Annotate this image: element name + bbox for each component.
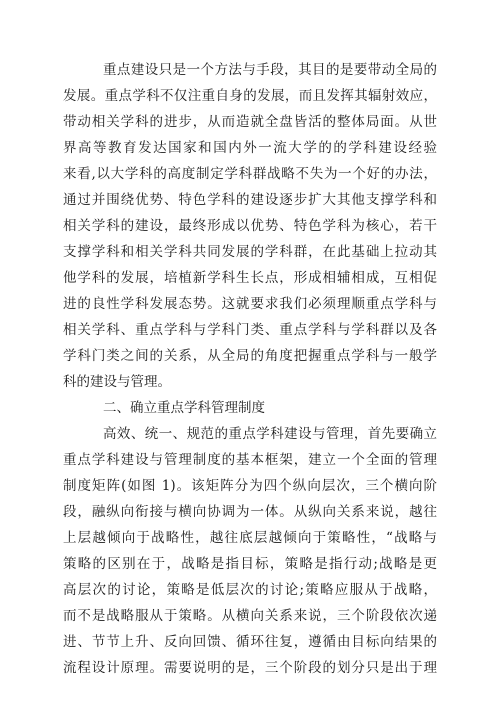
paragraph-2-line-1: 高效、统一、规范的重点学科建设与管理，首先要确立 — [103, 426, 437, 442]
paragraph-2-line-5: 上层越倾向于战略性，越往底层越倾向于策略性，“战略与 — [63, 530, 437, 546]
paragraph-1-line-5: 来看,以大学科的高度制定学科群战略不失为一个好的办法， — [63, 166, 437, 182]
paragraph-1-line-10: 进的良性学科发展态势。这就要求我们必须理顺重点学科与 — [63, 296, 437, 312]
paragraph-1-line-8: 支撑学科和相关学科共同发展的学科群，在此基础上拉动其 — [63, 244, 437, 260]
paragraph-1-line-1: 重点建设只是一个方法与手段，其目的是要带动全局的 — [103, 62, 437, 78]
paragraph-1-line-3: 带动相关学科的进步，从而造就全盘皆活的整体局面。从世 — [63, 114, 437, 130]
paragraph-2-line-2: 重点学科建设与管理制度的基本框架，建立一个全面的管理 — [63, 452, 437, 468]
paragraph-1-line-9: 他学科的发展，培植新学科生长点，形成相辅相成，互相促 — [63, 270, 437, 286]
paragraph-1-line-12: 学科门类之间的关系，从全局的角度把握重点学科与一般学 — [63, 348, 437, 364]
paragraph-1-line-7: 相关学科的建设，最终形成以优势、特色学科为核心，若干 — [63, 218, 437, 234]
paragraph-1-line-6: 通过并围绕优势、特色学科的建设逐步扩大其他支撑学科和 — [63, 192, 437, 208]
paragraph-2-line-4: 段，融纵向衔接与横向协调为一体。从纵向关系来说，越往 — [63, 504, 437, 520]
paragraph-2-line-7: 高层次的讨论，策略是低层次的讨论;策略应服从于战略， — [63, 582, 437, 598]
paragraph-2-line-6: 策略的区别在于，战略是指目标，策略是指行动;战略是更 — [63, 556, 437, 572]
paragraph-1-line-13: 科的建设与管理。 — [63, 374, 171, 390]
paragraph-2-line-10: 流程设计原理。需要说明的是，三个阶段的划分只是出于理 — [63, 660, 437, 676]
paragraph-2-line-9: 进、节节上升、反向回馈、循环往复，遵循由目标向结果的 — [63, 634, 437, 650]
paragraph-1-line-2: 发展。重点学科不仅注重自身的发展，而且发挥其辐射效应， — [63, 88, 437, 104]
paragraph-1-line-4: 界高等教育发达国家和国内外一流大学的的学科建设经验 — [63, 140, 437, 156]
paragraph-2-line-8: 而不是战略服从于策略。从横向关系来说，三个阶段依次递 — [63, 608, 437, 624]
section-heading: 二、确立重点学科管理制度 — [103, 400, 265, 416]
paragraph-1-line-11: 相关学科、重点学科与学科门类、重点学科与学科群以及各 — [63, 322, 437, 338]
paragraph-2-line-3: 制度矩阵(如图 1)。该矩阵分为四个纵向层次，三个横向阶 — [63, 478, 437, 494]
